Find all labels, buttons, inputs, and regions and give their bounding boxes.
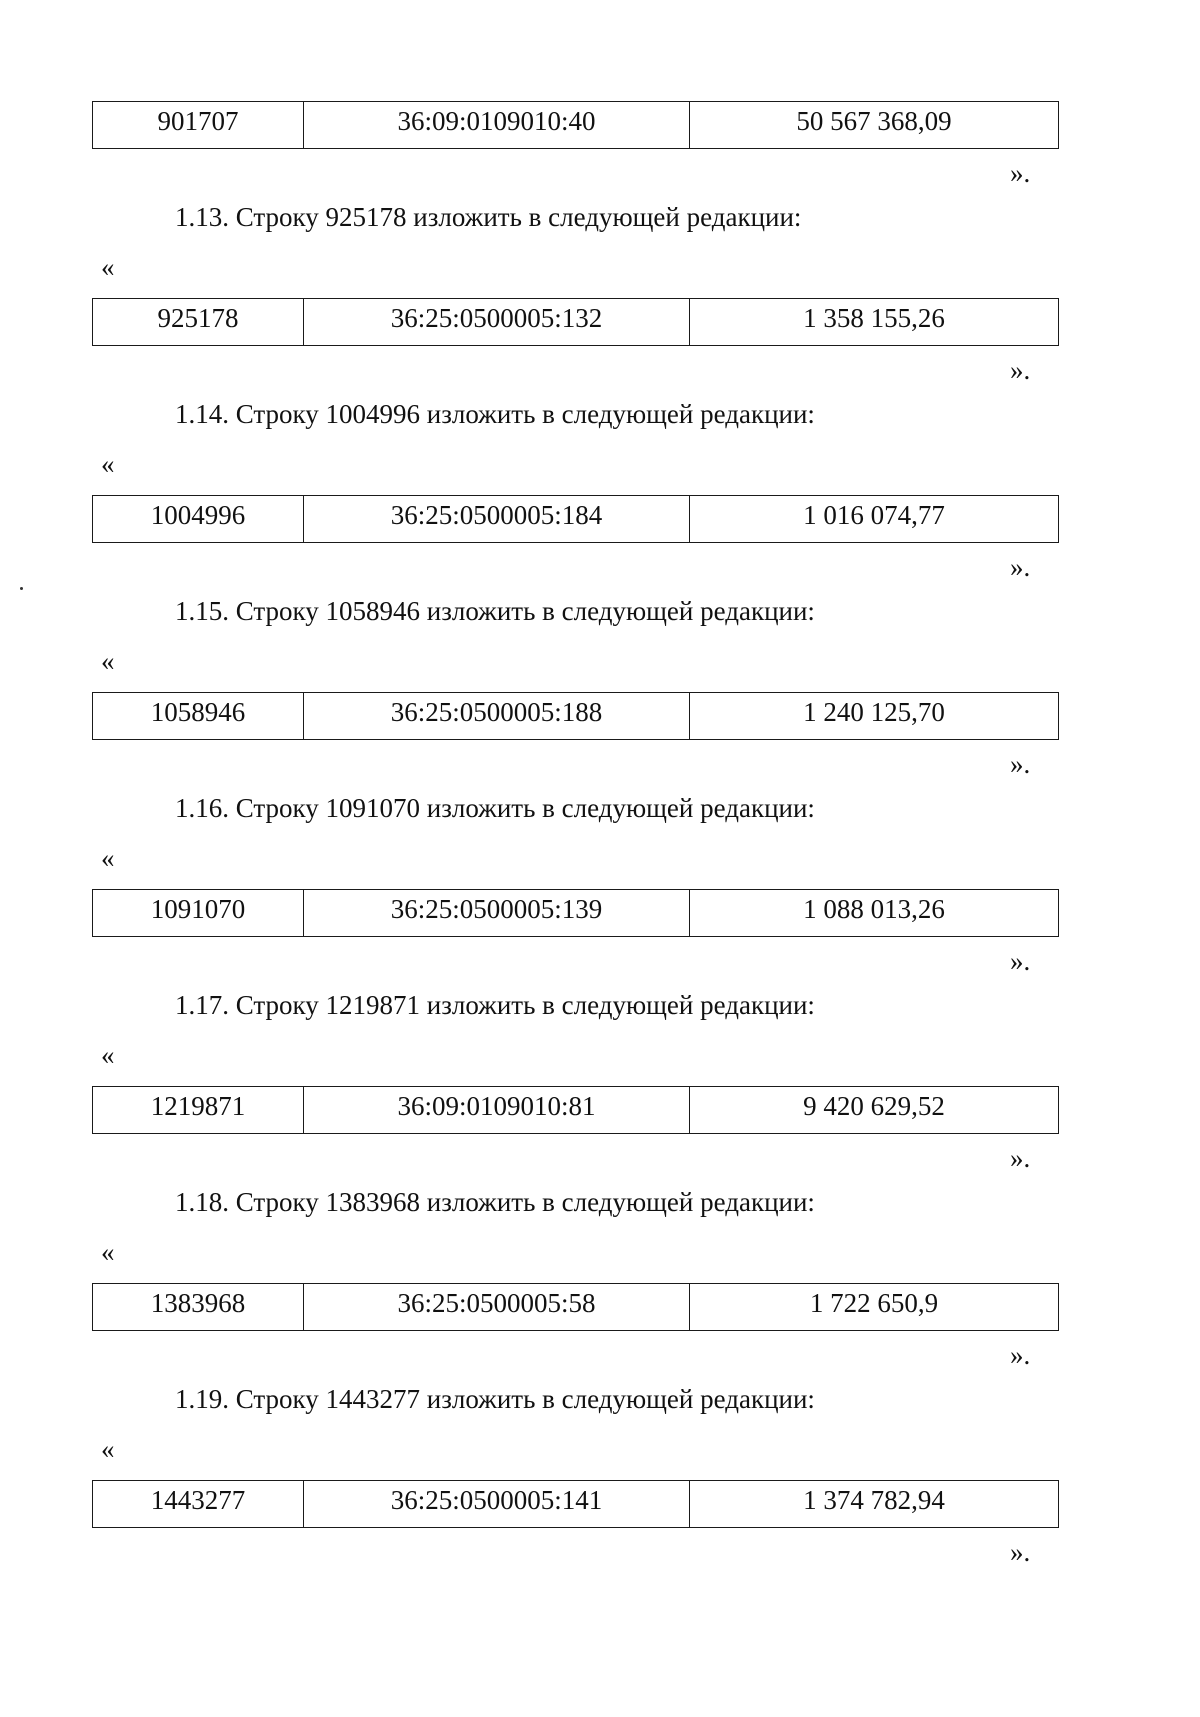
cadastral-value-cell: 1 358 155,26	[803, 303, 945, 333]
table-row	[92, 495, 1059, 543]
cadastral-value-cell: 1 374 782,94	[803, 1485, 945, 1515]
instruction-text: 1.18. Строку 1383968 изложить в следующей редакции:	[175, 1187, 815, 1217]
opening-quote: «	[101, 646, 115, 676]
cadastral-number-cell: 36:25:0500005:58	[304, 1284, 690, 1330]
opening-quote: «	[101, 1040, 115, 1070]
closing-quote: ».	[1010, 552, 1031, 582]
closing-quote: ».	[1010, 1143, 1031, 1173]
row-number-cell: 1383968	[93, 1284, 304, 1330]
table-row	[92, 889, 1059, 937]
cadastral-value-cell: 1 722 650,9	[809, 1288, 939, 1318]
row-number-cell: 901707	[93, 102, 304, 148]
opening-quote: «	[101, 252, 115, 282]
closing-quote: ».	[1010, 749, 1031, 779]
cadastral-number-cell: 36:25:0500005:188	[304, 693, 690, 739]
closing-quote: ».	[1010, 158, 1031, 188]
opening-quote: «	[101, 449, 115, 479]
table-row	[92, 298, 1059, 346]
table-row	[92, 1086, 1059, 1134]
instruction-text: 1.17. Строку 1219871 изложить в следующей редакции:	[175, 990, 815, 1020]
opening-quote: «	[101, 843, 115, 873]
table-row	[92, 692, 1059, 740]
instruction-text: 1.19. Строку 1443277 изложить в следующей редакции:	[175, 1384, 815, 1414]
cadastral-number-cell: 36:25:0500005:141	[304, 1481, 690, 1527]
cadastral-number-cell: 36:09:0109010:40	[304, 102, 690, 148]
cadastral-value-cell: 9 420 629,52	[803, 1091, 945, 1121]
closing-quote: ».	[1010, 355, 1031, 385]
row-number-cell: 1091070	[93, 890, 304, 936]
cadastral-number-cell: 36:25:0500005:139	[304, 890, 690, 936]
closing-quote: ».	[1010, 1340, 1031, 1370]
row-number-cell: 1443277	[93, 1481, 304, 1527]
instruction-text: 1.16. Строку 1091070 изложить в следующей редакции:	[175, 793, 815, 823]
scan-speck	[20, 587, 23, 590]
instruction-text: 1.15. Строку 1058946 изложить в следующей редакции:	[175, 596, 815, 626]
cadastral-value-cell: 1 016 074,77	[803, 500, 945, 530]
instruction-text: 1.14. Строку 1004996 изложить в следующей редакции:	[175, 399, 815, 429]
cadastral-number-cell: 36:25:0500005:132	[304, 299, 690, 345]
opening-quote: «	[101, 1434, 115, 1464]
table-row	[92, 1480, 1059, 1528]
table-row	[92, 101, 1059, 149]
cadastral-value-cell: 1 088 013,26	[803, 894, 945, 924]
row-number-cell: 1058946	[93, 693, 304, 739]
instruction-text: 1.13. Строку 925178 изложить в следующей редакции:	[175, 202, 802, 232]
cadastral-value-cell: 1 240 125,70	[803, 697, 945, 727]
closing-quote: ».	[1010, 946, 1031, 976]
opening-quote: «	[101, 1237, 115, 1267]
row-number-cell: 1004996	[93, 496, 304, 542]
table-row	[92, 1283, 1059, 1331]
row-number-cell: 925178	[93, 299, 304, 345]
cadastral-number-cell: 36:09:0109010:81	[304, 1087, 690, 1133]
row-number-cell: 1219871	[93, 1087, 304, 1133]
closing-quote: ».	[1010, 1537, 1031, 1567]
cadastral-number-cell: 36:25:0500005:184	[304, 496, 690, 542]
cadastral-value-cell: 50 567 368,09	[796, 106, 952, 136]
